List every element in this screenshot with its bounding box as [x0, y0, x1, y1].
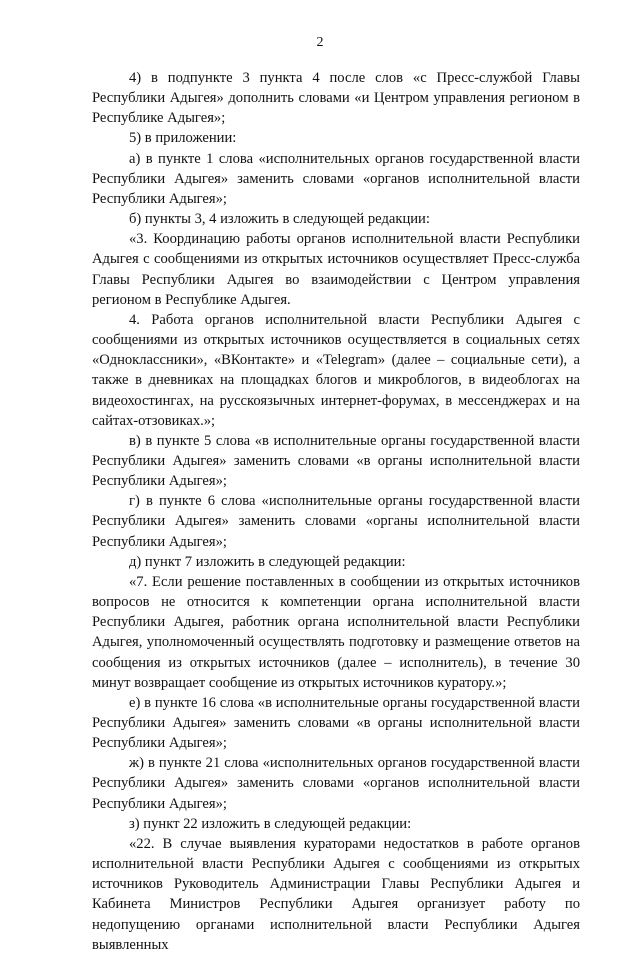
paragraph-point-3: «3. Координацию работы органов исполнительной власти Республики Адыгея с сообщениями из открытых источников осуществляет Пресс-служба Главы Республики Адыгея во взаимодействии с Центром управления регионом в Республике Адыгея. [92, 231, 580, 308]
paragraph-point-7: «7. Если решение поставленных в сообщении из открытых источников вопросов не относится к компетенции органа исполнительной власти Республики Адыгея, работник органа исполнительной власти Республики Адыгея, уполномоченный осуществлять подготовку и размещение ответов на сообщения из открытых источников (далее – исполнитель), в течение 30 минут возвращает сообщение из открытых источников куратору.»; [92, 573, 580, 691]
paragraph-point-22: «22. В случае выявления кураторами недостатков в работе органов исполнительной власти Республики Адыгея с сообщениями из открытых источников Руководитель Администрации Главы Республики Адыгея и Кабинета Министров Республики Адыгея организует работу по недопущению органами исполнительной власти Республики Адыгея выявленных [92, 835, 580, 953]
paragraph-point-4: 4. Работа органов исполнительной власти Республики Адыгея с сообщениями из открытых источников осуществляется в социальных сетях «Одноклассники», «ВКонтакте» и «Telegram» (далее – социальные сети), а также в дневниках на площадках блогов и микроблогов, в видеоблогах на видеохостингах, на русскоязычных интернет-форумах, в мессенджерах и на сайтах-отзовиках.»; [92, 311, 580, 429]
paragraph-item-b: б) пункты 3, 4 изложить в следующей редакции: [129, 211, 430, 228]
paragraph-item-d: д) пункт 7 изложить в следующей редакции: [129, 553, 406, 570]
paragraph-item-g: г) в пункте 6 слова «исполнительные органы государственной власти Республики Адыгея» заменить словами «органы исполнительной власти Республики Адыгея»; [92, 493, 580, 550]
paragraph-item-z: з) пункт 22 изложить в следующей редакции: [129, 815, 412, 832]
paragraph-item-a: а) в пункте 1 слова «исполнительных органов государственной власти Республики Адыгея» заменить словами «органов исполнительной власти Республики Адыгея»; [92, 150, 580, 207]
page-number: 2 [316, 35, 324, 50]
paragraph-item-v: в) в пункте 5 слова «в исполнительные органы государственной власти Республики Адыгея» заменить словами «в органы исполнительной власти Республики Адыгея»; [92, 432, 580, 490]
paragraph-amendment-5: 5) в приложении: [129, 130, 237, 147]
paragraph-item-e: е) в пункте 16 слова «в исполнительные органы государственной власти Республики Адыгея» заменить словами «в органы исполнительной власти Республики Адыгея»; [92, 694, 580, 752]
paragraph-amendment-4: 4) в подпункте 3 пункта 4 после слов «с Пресс-службой Главы Республики Адыгея» дополнить словами «и Центром управления регионом в Республике Адыгея»; [92, 70, 580, 127]
paragraph-item-zh: ж) в пункте 21 слова «исполнительных органов государственной власти Республики Адыгея» заменить словами «органов исполнительной власти Республики Адыгея»; [92, 755, 580, 812]
document-body [92, 68, 580, 955]
